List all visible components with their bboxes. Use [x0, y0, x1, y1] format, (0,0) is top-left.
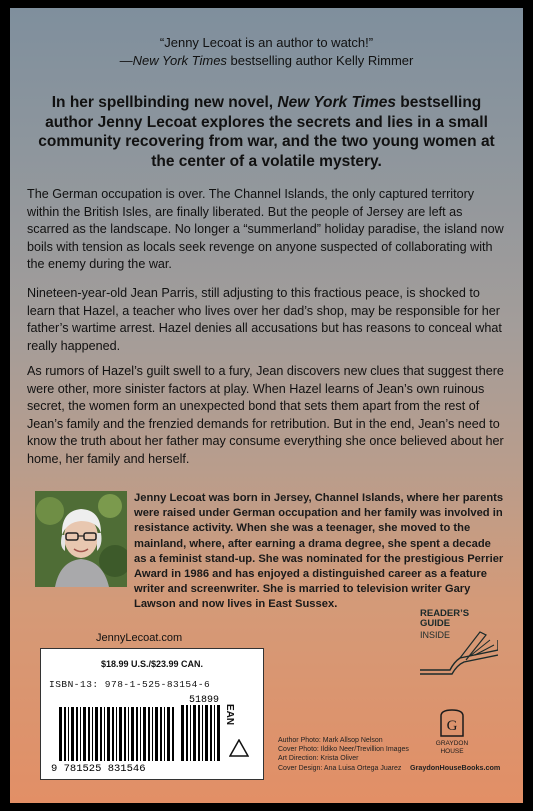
barcode-bar [160, 707, 162, 761]
barcode-bar [124, 707, 126, 761]
author-photo [35, 491, 127, 587]
barcode-bar [88, 707, 90, 761]
barcode-bar [190, 705, 191, 761]
barcode-bar [198, 705, 200, 761]
addon-digits: 51899 [188, 695, 219, 706]
barcode-bar [202, 705, 203, 761]
barcode-bar [71, 707, 74, 761]
credit-art-direction: Art Direction: Krista Oliver [278, 755, 359, 763]
publisher-name-line2: HOUSE [440, 748, 464, 755]
barcode [49, 693, 231, 773]
tagline [28, 93, 505, 171]
isbn-text: ISBN-13: 978-1-525-83154-6 [49, 679, 211, 690]
barcode-bar [164, 707, 165, 761]
barcode-bar [100, 707, 102, 761]
synopsis-paragraph-3: As rumors of Hazel’s guilt swell to a fury, Jean discovers new clues that suggest there were other, more sinister factors at play. When Hazel learns of Jean’s own ruinous secret, the women form an unexpected bond that sets them apart from the rest of Jean’s family and the frenzied demands for retribution. But in the end, Jean’s need to know the truth about her father may consume everything she once believed about her home, her family and herself. [27, 364, 504, 466]
book-icon [420, 610, 498, 676]
endorsement-quote: “Jenny Lecoat is an author to watch!” [159, 35, 374, 50]
barcode-bar [112, 707, 114, 761]
barcode-bar [136, 707, 138, 761]
barcode-bar [104, 707, 105, 761]
barcode-bar [210, 705, 212, 761]
publisher-monogram: G [446, 718, 458, 734]
publisher-name [427, 740, 477, 756]
barcode-label [40, 648, 264, 780]
barcode-bar [214, 705, 215, 761]
barcode-bar [167, 707, 170, 761]
barcode-bar [148, 707, 150, 761]
barcode-bar [83, 707, 86, 761]
readers-guide-line1: READER’S [420, 608, 470, 619]
barcode-digits: 9 781525 831546 [51, 763, 146, 773]
synopsis-paragraph-1: The German occupation is over. The Channel Islands, the only captured territory within the British Isles, are finally liberated. But the people of Jersey are left as scarred as the landscape. No longer a “summerland” holiday paradise, the island now boils with tension as locals seek revenge on anyone suspected of collaborating with the enemy during the war. [27, 187, 504, 272]
publisher-website[interactable]: GraydonHouseBooks.com [410, 763, 501, 772]
barcode-bar [155, 707, 158, 761]
barcode-bar [80, 707, 81, 761]
barcode-bar [172, 707, 174, 761]
barcode-bar [76, 707, 78, 761]
barcode-bar [116, 707, 117, 761]
barcode-bar [186, 705, 188, 761]
author-bio: Jenny Lecoat was born in Jersey, Channel Islands, where her parents were raised under German occupation and her family was involved in resistance activity. When she was a teenager, she moved to the mainland, where, after earning a drama degree, she spent a decade as a feminist stand-up. She was nominated for the prestigious Perrier Award in 1986 and has enjoyed a distinguished career as a feature writer and screenwriter. She is married to television writer Gary Lawson and now lives in East Sussex. [134, 492, 504, 611]
price-label: $18.99 U.S./$23.99 CAN. [100, 659, 204, 669]
readers-guide-inside: INSIDE [420, 630, 451, 640]
ean-label: EAN [224, 704, 235, 726]
barcode-bar [119, 707, 122, 761]
barcode-bars-main [59, 707, 174, 761]
credit-cover-design: Cover Design: Ana Luisa Ortega Juarez [278, 764, 402, 772]
back-cover [10, 8, 523, 803]
credits [278, 736, 409, 773]
barcode-bars-addon [181, 705, 220, 761]
barcode-bar [143, 707, 146, 761]
synopsis-paragraph-2: Nineteen-year-old Jean Parris, still adjusting to this fractious peace, is shocked to learn that Hazel, a teacher who lives over her dad’s shop, may be responsible for her father’s wartime arrest. Hazel denies all accusations but has reasons to conceal what really happened. [27, 286, 502, 353]
barcode-bar [92, 707, 93, 761]
tagline-part2: bestselling author Jenny Lecoat explores the secrets and lies in a small community recovering from war, and the two young women at the center of a volatile mystery. [38, 94, 495, 170]
publisher-logo-icon [438, 708, 466, 738]
barcode-bar [95, 707, 98, 761]
barcode-bar [64, 707, 66, 761]
publisher-name-line1: GRAYDON [435, 740, 469, 747]
barcode-bar [152, 707, 153, 761]
source-dash: — [119, 53, 133, 68]
source-author: bestselling author Kelly Rimmer [226, 53, 414, 68]
barcode-bar [181, 705, 184, 761]
barcode-bar [205, 705, 208, 761]
source-publication: New York Times [132, 53, 227, 68]
readers-guide-line2: GUIDE [420, 618, 451, 629]
barcode-bar [193, 705, 196, 761]
tagline-part1: In her spellbinding new novel, [51, 94, 278, 111]
credit-cover-photo: Cover Photo: Ildiko Neer/Trevillion Images [278, 746, 409, 754]
barcode-bar [107, 707, 110, 761]
barcode-bar [128, 707, 129, 761]
triangle-icon [229, 739, 249, 757]
barcode-bar [68, 707, 69, 761]
endorsement-source [10, 52, 523, 70]
author-website[interactable]: JennyLecoat.com [96, 632, 183, 644]
barcode-bar [217, 705, 220, 761]
barcode-bar [131, 707, 134, 761]
credit-author-photo: Author Photo: Mark Allsop Nelson [278, 737, 383, 744]
barcode-bar [59, 707, 62, 761]
barcode-bar [140, 707, 141, 761]
tagline-italic: New York Times [277, 94, 396, 111]
